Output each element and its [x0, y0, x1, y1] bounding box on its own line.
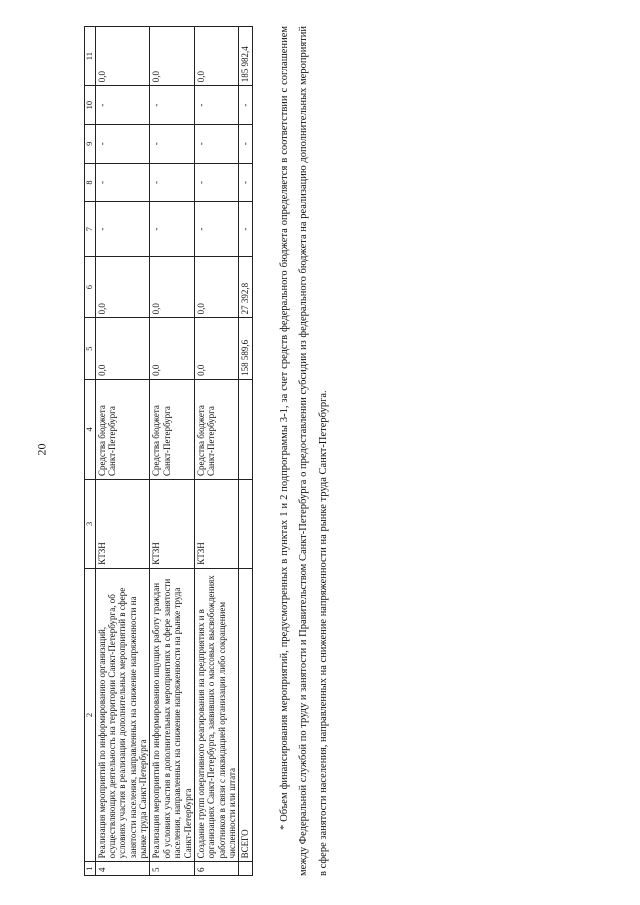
footnote — [275, 26, 334, 876]
footnote-text: * Объем финансирования мероприятий, предусмотренных в пунктах 1 и 2 подпрограммы 3-1, за счет средств федерального бюджета определяется в соответствии с соглашением между Федеральной службой по труду и занятости и Правительством Санкт-Петербурга о предоставлении субсидии из федерального бюджета на реализацию дополнительных мероприятий в сфере занятости населения, направленных на снижение напряженности на рынке труда Санкт-Петербурга. — [278, 26, 329, 876]
funding-source-cell: Средства бюджета Санкт-Петербурга — [95, 379, 150, 479]
executor-cell: КТЗН — [95, 479, 150, 568]
table-header-row — [85, 27, 96, 876]
rotated-page-content — [84, 26, 604, 876]
empty-cell — [239, 479, 252, 568]
value-cell: - — [150, 124, 194, 163]
value-cell: - — [95, 124, 150, 163]
total-value: - — [239, 202, 252, 257]
table-row — [194, 27, 238, 876]
row-number: 5 — [150, 862, 194, 876]
header-cell: 5 — [85, 318, 96, 379]
header-cell: 2 — [85, 568, 96, 862]
header-cell: 6 — [85, 256, 96, 317]
table-row — [150, 27, 194, 876]
executor-cell: КТЗН — [150, 479, 194, 568]
total-value: - — [239, 163, 252, 202]
header-cell: 9 — [85, 124, 96, 163]
value-cell: - — [95, 163, 150, 202]
page-number: 20 — [34, 443, 49, 456]
value-cell: 0,0 — [95, 27, 150, 86]
funding-source-cell: Средства бюджета Санкт-Петербурга — [150, 379, 194, 479]
value-cell: - — [194, 163, 238, 202]
value-cell: 0,0 — [194, 27, 238, 86]
value-cell: 0,0 — [150, 256, 194, 317]
header-cell: 10 — [85, 86, 96, 125]
activity-description: Реализация мероприятий по информированию организаций, осуществляющих деятельность на территории Санкт-Петербурга, об условиях участия в реализации дополнительных мероприятий в сфере занятости населения, направленных на снижение напряженности на рынке труда Санкт-Петербурга — [95, 568, 150, 862]
row-number: 6 — [194, 862, 238, 876]
activity-description: Реализация мероприятий по информированию ищущих работу граждан об условиях участия в дополнительных мероприятиях в сфере занятости населения, направленных на снижение напряженности на рынке труда Санкт-Петербурга — [150, 568, 194, 862]
total-value: - — [239, 124, 252, 163]
table-row — [95, 27, 150, 876]
value-cell: - — [95, 202, 150, 257]
header-cell: 8 — [85, 163, 96, 202]
header-cell: 4 — [85, 379, 96, 479]
executor-cell: КТЗН — [194, 479, 238, 568]
value-cell: 0,0 — [150, 27, 194, 86]
row-number: 4 — [95, 862, 150, 876]
total-value: 185 982,4 — [239, 27, 252, 86]
value-cell: - — [194, 202, 238, 257]
value-cell: - — [194, 86, 238, 125]
header-cell: 7 — [85, 202, 96, 257]
value-cell: - — [150, 202, 194, 257]
total-value: - — [239, 86, 252, 125]
value-cell: - — [194, 124, 238, 163]
funding-source-cell: Средства бюджета Санкт-Петербурга — [194, 379, 238, 479]
financing-table — [84, 26, 253, 876]
activity-description: Создание групп оперативного реагирования на предприятиях и в организациях Санкт-Петербурга, заявивших о массовых высвобождениях работников в связи с ликвидацией организации либо сокращением численности или штата — [194, 568, 238, 862]
value-cell: 0,0 — [95, 318, 150, 379]
value-cell: - — [150, 163, 194, 202]
total-label: ВСЕГО — [239, 568, 252, 862]
value-cell: 0,0 — [95, 256, 150, 317]
header-cell: 3 — [85, 479, 96, 568]
total-value: 27 392,8 — [239, 256, 252, 317]
value-cell: - — [150, 86, 194, 125]
value-cell: - — [95, 86, 150, 125]
empty-cell — [239, 862, 252, 876]
header-cell: 11 — [85, 27, 96, 86]
header-cell: 1 — [85, 862, 96, 876]
value-cell: 0,0 — [194, 256, 238, 317]
empty-cell — [239, 379, 252, 479]
value-cell: 0,0 — [194, 318, 238, 379]
value-cell: 0,0 — [150, 318, 194, 379]
total-row — [239, 27, 252, 876]
total-value: 158 589,6 — [239, 318, 252, 379]
